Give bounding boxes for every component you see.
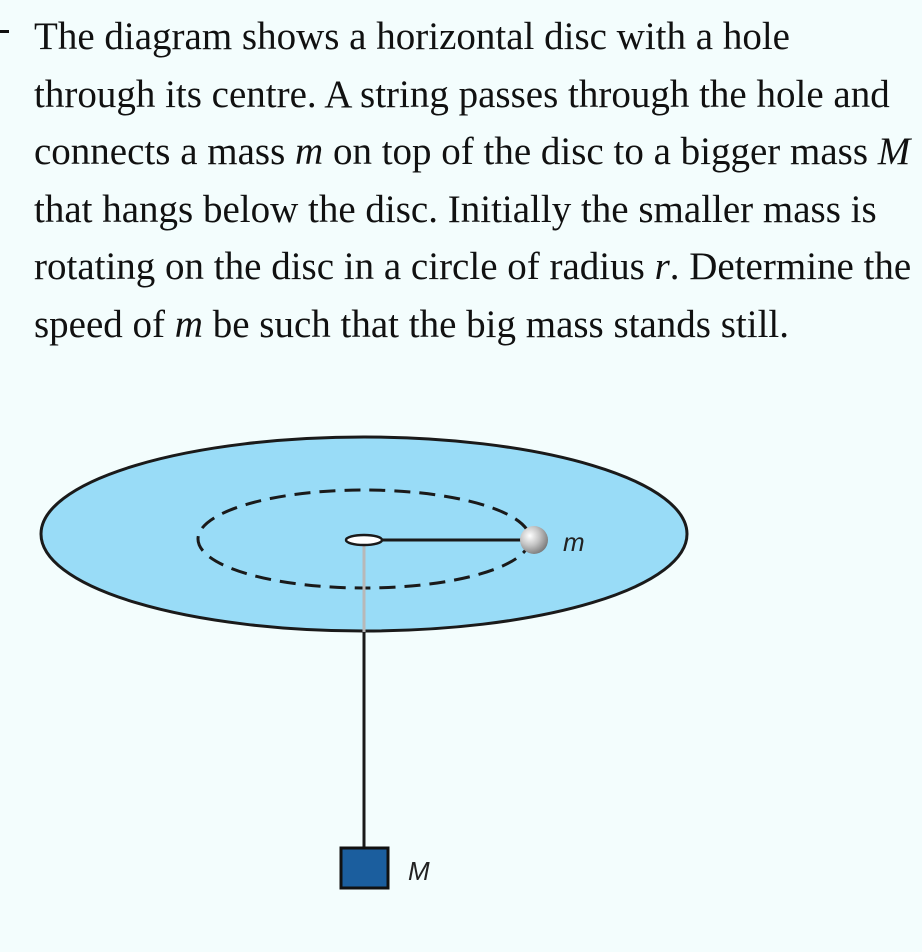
centre-hole xyxy=(346,535,382,545)
variable-small-mass-2: m xyxy=(174,302,203,346)
question-text-part-3: that hangs below the disc. Initially the smaller mass is rotating on the disc in a circle of radius xyxy=(34,187,877,288)
question-text-part-1: The diagram shows a horizontal disc with a hole through its centre. A string passes through the hole and connects a mass xyxy=(34,15,890,173)
big-mass-block xyxy=(341,848,388,888)
big-mass-label: M xyxy=(408,856,430,886)
small-mass-ball xyxy=(520,526,548,554)
variable-radius: r xyxy=(654,245,670,288)
question-text-part-4: . Determine the speed of xyxy=(34,245,912,346)
small-mass-label: m xyxy=(563,527,585,557)
question-text-part-2: on top of the disc to a bigger mass xyxy=(323,130,878,173)
variable-small-mass: m xyxy=(295,130,324,173)
question-text-part-5: be such that the big mass stands still. xyxy=(202,302,789,346)
variable-big-mass: M xyxy=(877,130,911,173)
